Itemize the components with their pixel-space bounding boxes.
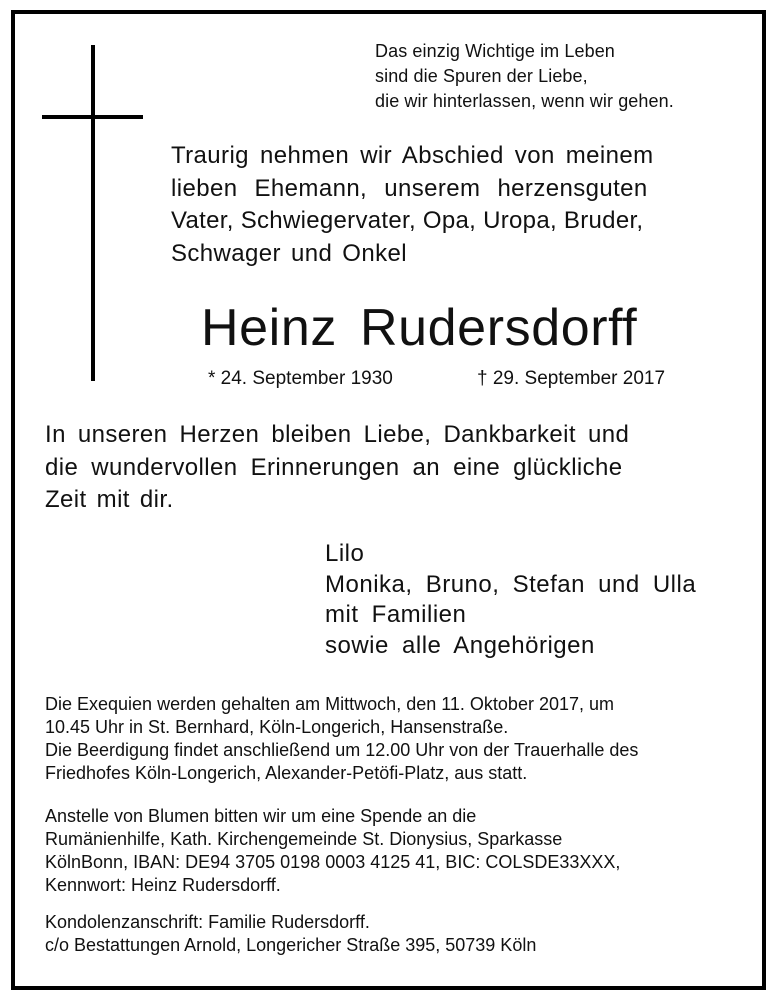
donation-line: Rumänienhilfe, Kath. Kirchengemeinde St. Dionysius, Sparkasse (45, 829, 563, 849)
birth-date: * 24. September 1930 (208, 368, 393, 389)
cross-vertical-bar (91, 45, 95, 381)
funeral-line: 10.45 Uhr in St. Bernhard, Köln-Longerich, Hansenstraße. (45, 717, 509, 737)
donation-request (45, 805, 765, 897)
intro-line: Vater, Schwiegervater, Opa, Uropa, Bruder, (171, 207, 644, 234)
mourner-line: Lilo (325, 540, 365, 567)
condolence-line: Kondolenzanschrift: Familie Rudersdorff. (45, 912, 370, 932)
quote-line: die wir hinterlassen, wenn wir gehen. (375, 91, 674, 111)
obituary-frame (11, 10, 766, 990)
memory-line: die wundervollen Erinnerungen an eine glückliche (45, 453, 623, 481)
cross-horizontal-bar (42, 115, 143, 119)
intro-line: lieben Ehemann, unserem herzensguten (171, 174, 648, 202)
memory-line: In unseren Herzen bleiben Liebe, Dankbarkeit und (45, 421, 630, 448)
deceased-name: Heinz Rudersdorff (201, 299, 638, 357)
mourner-line: mit Familien (325, 601, 467, 628)
mourners-list (325, 539, 745, 661)
quote-line: Das einzig Wichtige im Leben (375, 41, 615, 61)
funeral-line: Die Exequien werden gehalten am Mittwoch, den 11. Oktober 2017, um (45, 694, 614, 714)
donation-line: Kennwort: Heinz Rudersdorff. (45, 875, 281, 895)
memory-line: Zeit mit dir. (45, 486, 174, 513)
donation-line: KölnBonn, IBAN: DE94 3705 0198 0003 4125 41, BIC: COLSDE33XXX, (45, 852, 621, 872)
death-date: † 29. September 2017 (477, 368, 666, 389)
funeral-line: Friedhofes Köln-Longerich, Alexander-Petöfi-Platz, aus statt. (45, 763, 528, 783)
condolence-address (45, 911, 765, 957)
memory-statement (45, 419, 735, 517)
quote-line: sind die Spuren der Liebe, (375, 66, 588, 86)
intro-line: Schwager und Onkel (171, 239, 407, 267)
donation-line: Anstelle von Blumen bitten wir um eine Spende an die (45, 806, 477, 826)
funeral-details (45, 693, 765, 785)
condolence-line: c/o Bestattungen Arnold, Longericher Straße 395, 50739 Köln (45, 935, 537, 955)
funeral-line: Die Beerdigung findet anschließend um 12.00 Uhr von der Trauerhalle des (45, 740, 639, 760)
intro-line: Traurig nehmen wir Abschied von meinem (171, 142, 654, 169)
farewell-intro (171, 140, 741, 270)
memorial-quote (375, 39, 755, 114)
mourner-line: sowie alle Angehörigen (325, 631, 595, 659)
mourner-line: Monika, Bruno, Stefan und Ulla (325, 570, 697, 598)
